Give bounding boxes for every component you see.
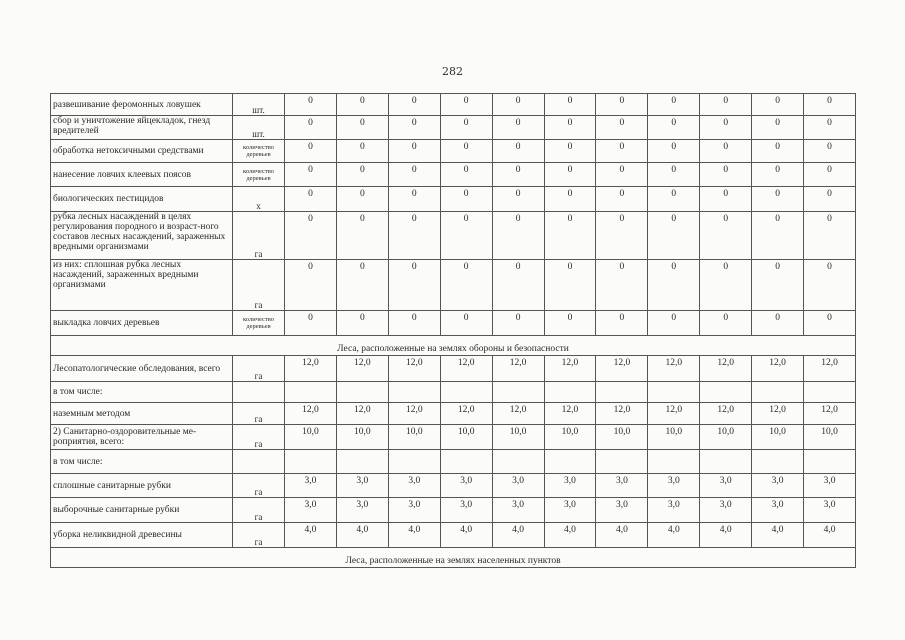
value-cell: 0 <box>596 187 648 212</box>
value-cell: 12,0 <box>804 356 856 382</box>
value-cell: 3,0 <box>544 474 596 498</box>
unit-cell <box>233 450 285 474</box>
unit-cell: шт. <box>233 116 285 140</box>
value-cell: 4,0 <box>648 523 700 548</box>
value-cell: 0 <box>700 140 752 163</box>
value-cell: 0 <box>752 163 804 187</box>
value-cell: 0 <box>596 260 648 311</box>
unit-cell: количество деревьев <box>233 140 285 163</box>
value-cell: 12,0 <box>544 356 596 382</box>
unit-cell <box>233 382 285 403</box>
value-cell: 10,0 <box>804 425 856 450</box>
value-cell: 3,0 <box>336 498 388 523</box>
unit-cell: га <box>233 403 285 425</box>
value-cell <box>648 450 700 474</box>
value-cell: 4,0 <box>596 523 648 548</box>
value-cell: 12,0 <box>388 403 440 425</box>
value-cell: 0 <box>596 311 648 336</box>
value-cell <box>336 382 388 403</box>
value-cell: 12,0 <box>752 403 804 425</box>
value-cell: 3,0 <box>285 474 337 498</box>
value-cell: 0 <box>336 260 388 311</box>
value-cell: 3,0 <box>700 474 752 498</box>
unit-cell: x <box>233 187 285 212</box>
value-cell <box>440 450 492 474</box>
value-cell <box>285 382 337 403</box>
value-cell: 0 <box>544 94 596 116</box>
value-cell: 3,0 <box>388 474 440 498</box>
unit-cell: га <box>233 425 285 450</box>
value-cell: 0 <box>804 187 856 212</box>
table-row <box>51 94 856 116</box>
value-cell: 0 <box>752 94 804 116</box>
value-cell: 0 <box>285 260 337 311</box>
value-cell: 0 <box>440 140 492 163</box>
table-row <box>51 163 856 187</box>
value-cell: 0 <box>804 311 856 336</box>
value-cell: 0 <box>492 212 544 260</box>
value-cell: 0 <box>804 94 856 116</box>
value-cell: 0 <box>544 212 596 260</box>
value-cell: 0 <box>752 116 804 140</box>
value-cell: 0 <box>544 187 596 212</box>
table-row <box>51 187 856 212</box>
value-cell <box>700 382 752 403</box>
value-cell: 0 <box>700 260 752 311</box>
value-cell: 0 <box>804 116 856 140</box>
value-cell: 0 <box>285 116 337 140</box>
value-cell: 3,0 <box>700 498 752 523</box>
value-cell: 0 <box>336 94 388 116</box>
value-cell: 3,0 <box>388 498 440 523</box>
value-cell: 3,0 <box>440 498 492 523</box>
value-cell: 3,0 <box>596 474 648 498</box>
value-cell: 3,0 <box>544 498 596 523</box>
value-cell: 0 <box>700 212 752 260</box>
value-cell: 12,0 <box>440 403 492 425</box>
activity-name: из них: сплошная рубка лесных насаждений, зараженных вредными организмами <box>51 260 233 311</box>
value-cell: 12,0 <box>285 356 337 382</box>
value-cell: 3,0 <box>648 498 700 523</box>
value-cell: 12,0 <box>440 356 492 382</box>
value-cell: 0 <box>544 116 596 140</box>
activity-name: нанесение ловчих клеевых поясов <box>51 163 233 187</box>
value-cell: 12,0 <box>492 356 544 382</box>
value-cell: 0 <box>285 94 337 116</box>
value-cell: 0 <box>648 94 700 116</box>
value-cell: 0 <box>388 260 440 311</box>
activity-name: рубка лесных насаждений в целях регулирования породного и возраст-ного составов лесных насаждений, зараженных вредными организмами <box>51 212 233 260</box>
activity-name: биологических пестицидов <box>51 187 233 212</box>
value-cell: 0 <box>388 94 440 116</box>
unit-cell: га <box>233 356 285 382</box>
value-cell: 3,0 <box>596 498 648 523</box>
unit-cell: га <box>233 212 285 260</box>
activity-name: выкладка ловчих деревьев <box>51 311 233 336</box>
value-cell: 0 <box>440 163 492 187</box>
value-cell: 0 <box>752 260 804 311</box>
value-cell: 0 <box>492 163 544 187</box>
value-cell: 0 <box>544 311 596 336</box>
value-cell: 4,0 <box>804 523 856 548</box>
value-cell: 3,0 <box>752 474 804 498</box>
value-cell: 0 <box>544 163 596 187</box>
value-cell: 12,0 <box>700 356 752 382</box>
value-cell: 0 <box>648 163 700 187</box>
value-cell: 4,0 <box>700 523 752 548</box>
value-cell: 0 <box>752 187 804 212</box>
value-cell: 3,0 <box>440 474 492 498</box>
value-cell: 0 <box>596 94 648 116</box>
value-cell: 0 <box>388 140 440 163</box>
activity-name: в том числе: <box>51 382 233 403</box>
value-cell <box>440 382 492 403</box>
value-cell: 0 <box>285 140 337 163</box>
value-cell: 0 <box>804 163 856 187</box>
value-cell: 12,0 <box>596 356 648 382</box>
value-cell: 4,0 <box>285 523 337 548</box>
value-cell: 0 <box>388 187 440 212</box>
table-row <box>51 311 856 336</box>
value-cell: 0 <box>285 212 337 260</box>
value-cell: 12,0 <box>700 403 752 425</box>
activity-name: выборочные санитарные рубки <box>51 498 233 523</box>
table-row <box>51 116 856 140</box>
value-cell <box>492 450 544 474</box>
value-cell: 0 <box>285 311 337 336</box>
value-cell: 0 <box>388 311 440 336</box>
value-cell: 0 <box>752 311 804 336</box>
table-row <box>51 212 856 260</box>
value-cell: 0 <box>596 140 648 163</box>
value-cell: 3,0 <box>752 498 804 523</box>
activity-name: наземным методом <box>51 403 233 425</box>
value-cell: 12,0 <box>596 403 648 425</box>
value-cell: 4,0 <box>492 523 544 548</box>
value-cell <box>544 450 596 474</box>
value-cell: 4,0 <box>336 523 388 548</box>
value-cell <box>804 450 856 474</box>
table-row <box>51 425 856 450</box>
page-number: 282 <box>442 65 463 78</box>
value-cell: 0 <box>492 140 544 163</box>
table-row <box>51 140 856 163</box>
section-row <box>51 548 856 568</box>
value-cell: 0 <box>492 187 544 212</box>
value-cell: 0 <box>388 212 440 260</box>
activity-name: уборка неликвидной древесины <box>51 523 233 548</box>
value-cell: 0 <box>804 140 856 163</box>
value-cell: 0 <box>492 94 544 116</box>
value-cell: 0 <box>336 212 388 260</box>
value-cell: 0 <box>752 212 804 260</box>
value-cell: 0 <box>285 163 337 187</box>
value-cell: 0 <box>648 116 700 140</box>
value-cell <box>752 382 804 403</box>
value-cell: 0 <box>544 140 596 163</box>
value-cell: 4,0 <box>752 523 804 548</box>
value-cell: 3,0 <box>492 498 544 523</box>
value-cell: 12,0 <box>492 403 544 425</box>
value-cell: 0 <box>596 212 648 260</box>
activity-name: сплошные санитарные рубки <box>51 474 233 498</box>
unit-cell: количество деревьев <box>233 311 285 336</box>
unit-cell: шт. <box>233 94 285 116</box>
value-cell: 0 <box>752 140 804 163</box>
data-table <box>50 93 856 568</box>
table-row <box>51 450 856 474</box>
value-cell: 3,0 <box>285 498 337 523</box>
value-cell: 10,0 <box>648 425 700 450</box>
unit-cell: га <box>233 498 285 523</box>
value-cell: 0 <box>700 311 752 336</box>
table-row <box>51 523 856 548</box>
activity-name: в том числе: <box>51 450 233 474</box>
value-cell: 12,0 <box>336 356 388 382</box>
value-cell: 3,0 <box>492 474 544 498</box>
value-cell: 12,0 <box>648 356 700 382</box>
value-cell: 12,0 <box>285 403 337 425</box>
value-cell: 12,0 <box>388 356 440 382</box>
value-cell <box>804 382 856 403</box>
value-cell: 3,0 <box>804 474 856 498</box>
value-cell: 10,0 <box>388 425 440 450</box>
activity-name: сбор и уничтожение яйцекладок, гнезд вредителей <box>51 116 233 140</box>
value-cell: 0 <box>596 163 648 187</box>
value-cell <box>285 450 337 474</box>
value-cell: 10,0 <box>285 425 337 450</box>
value-cell: 10,0 <box>336 425 388 450</box>
value-cell: 0 <box>492 116 544 140</box>
unit-cell: га <box>233 260 285 311</box>
value-cell: 10,0 <box>700 425 752 450</box>
value-cell: 10,0 <box>596 425 648 450</box>
value-cell: 0 <box>804 260 856 311</box>
value-cell: 3,0 <box>648 474 700 498</box>
value-cell: 12,0 <box>752 356 804 382</box>
value-cell <box>752 450 804 474</box>
table-body <box>51 94 856 568</box>
value-cell: 0 <box>544 260 596 311</box>
table-row <box>51 498 856 523</box>
unit-cell: га <box>233 523 285 548</box>
value-cell: 4,0 <box>440 523 492 548</box>
value-cell: 10,0 <box>492 425 544 450</box>
value-cell: 0 <box>492 260 544 311</box>
value-cell: 12,0 <box>544 403 596 425</box>
value-cell: 0 <box>388 163 440 187</box>
activity-name: 2) Санитарно-оздоровительные ме-роприятия, всего: <box>51 425 233 450</box>
value-cell: 10,0 <box>544 425 596 450</box>
value-cell: 12,0 <box>804 403 856 425</box>
value-cell: 0 <box>336 187 388 212</box>
value-cell <box>336 450 388 474</box>
unit-cell: га <box>233 474 285 498</box>
value-cell: 0 <box>440 311 492 336</box>
value-cell: 3,0 <box>804 498 856 523</box>
section-row <box>51 336 856 356</box>
value-cell <box>388 382 440 403</box>
value-cell: 4,0 <box>388 523 440 548</box>
value-cell: 0 <box>336 163 388 187</box>
value-cell: 0 <box>700 163 752 187</box>
table-row <box>51 474 856 498</box>
value-cell: 0 <box>440 116 492 140</box>
value-cell: 0 <box>440 260 492 311</box>
value-cell: 0 <box>648 260 700 311</box>
value-cell: 0 <box>336 311 388 336</box>
value-cell: 0 <box>440 94 492 116</box>
section-title: Леса, расположенные на землях населенных пунктов <box>51 548 856 568</box>
value-cell: 0 <box>648 212 700 260</box>
value-cell <box>596 450 648 474</box>
value-cell <box>544 382 596 403</box>
value-cell <box>388 450 440 474</box>
value-cell <box>700 450 752 474</box>
activity-name: Лесопатологические обследования, всего <box>51 356 233 382</box>
table-row <box>51 260 856 311</box>
value-cell: 0 <box>492 311 544 336</box>
table-row <box>51 356 856 382</box>
value-cell: 0 <box>388 116 440 140</box>
value-cell: 0 <box>596 116 648 140</box>
value-cell: 4,0 <box>544 523 596 548</box>
value-cell <box>492 382 544 403</box>
value-cell: 0 <box>440 187 492 212</box>
table-row <box>51 403 856 425</box>
value-cell: 0 <box>440 212 492 260</box>
value-cell: 3,0 <box>336 474 388 498</box>
value-cell: 12,0 <box>648 403 700 425</box>
table-row <box>51 382 856 403</box>
value-cell: 0 <box>700 116 752 140</box>
value-cell: 0 <box>700 94 752 116</box>
unit-cell: количество деревьев <box>233 163 285 187</box>
value-cell: 0 <box>648 140 700 163</box>
section-title: Леса, расположенные на землях обороны и безопасности <box>51 336 856 356</box>
value-cell: 0 <box>336 116 388 140</box>
value-cell: 0 <box>804 212 856 260</box>
value-cell: 10,0 <box>440 425 492 450</box>
value-cell: 12,0 <box>336 403 388 425</box>
value-cell <box>648 382 700 403</box>
activity-name: обработка нетоксичными средствами <box>51 140 233 163</box>
value-cell: 0 <box>700 187 752 212</box>
value-cell <box>596 382 648 403</box>
value-cell: 0 <box>648 311 700 336</box>
value-cell: 0 <box>285 187 337 212</box>
value-cell: 10,0 <box>752 425 804 450</box>
value-cell: 0 <box>648 187 700 212</box>
activity-name: развешивание феромонных ловушек <box>51 94 233 116</box>
value-cell: 0 <box>336 140 388 163</box>
